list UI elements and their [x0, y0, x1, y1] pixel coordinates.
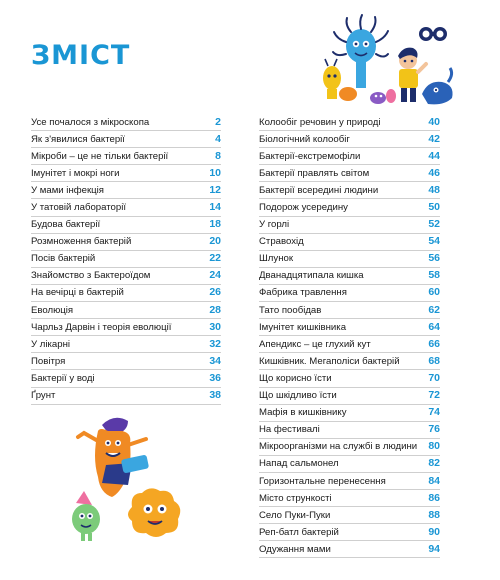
toc-item-page: 76: [428, 423, 440, 436]
toc-item-page: 20: [209, 235, 221, 248]
toc-item-page: 88: [428, 508, 440, 521]
toc-item[interactable]: [259, 336, 440, 353]
toc-item[interactable]: [259, 422, 440, 439]
toc-item-page: 40: [428, 115, 440, 128]
toc-item-page: 22: [209, 252, 221, 265]
toc-item-page: 12: [209, 183, 221, 196]
toc-item-page: 68: [428, 354, 440, 367]
toc-item-title: На фестивалі: [259, 424, 320, 436]
toc-item-page: 62: [428, 303, 440, 316]
toc-item-title: Горизонтальне перенесення: [259, 475, 386, 487]
toc-item-title: Імунітет кишківника: [259, 321, 347, 333]
toc-item-page: 64: [428, 320, 440, 333]
toc-item[interactable]: [259, 353, 440, 370]
pink-creature-icon: [386, 89, 396, 103]
toc-item[interactable]: [259, 439, 440, 456]
toc-item[interactable]: [259, 268, 440, 285]
toc-item[interactable]: [31, 165, 221, 182]
toc-item[interactable]: [259, 370, 440, 387]
toc-item-page: 28: [209, 303, 221, 316]
toc-item-title: Подорож усередину: [259, 202, 348, 214]
toc-item-title: Будова бактерії: [31, 219, 101, 231]
toc-item-title: Що корисно їсти: [259, 372, 332, 384]
toc-item-page: 50: [428, 201, 440, 214]
toc-item-title: Напад сальмонел: [259, 458, 339, 470]
toc-item[interactable]: [259, 490, 440, 507]
toc-item-title: Кишківник. Мегаполіси бактерій: [259, 355, 400, 367]
orange-tall-microbe-icon: [78, 418, 149, 497]
toc-item-page: 8: [215, 149, 221, 162]
toc-item[interactable]: [259, 473, 440, 490]
toc-item[interactable]: [259, 524, 440, 541]
blue-creature-icon: [422, 68, 453, 104]
page-title: ЗМІСТ: [31, 40, 131, 71]
toc-item[interactable]: [259, 285, 440, 302]
toc-item[interactable]: [259, 217, 440, 234]
boy-character-icon: [398, 48, 426, 102]
toc-item[interactable]: [31, 285, 221, 302]
toc-item-title: Бактерії-екстремофіли: [259, 150, 361, 162]
toc-item-page: 36: [209, 371, 221, 384]
toc-item-page: 46: [428, 166, 440, 179]
purple-creature-icon: [370, 92, 386, 104]
toc-item-title: Імунітет і мокрі ноги: [31, 167, 120, 179]
toc-item[interactable]: [259, 131, 440, 148]
toc-item-page: 4: [215, 132, 221, 145]
toc-item-page: 26: [209, 286, 221, 299]
toc-item[interactable]: [31, 148, 221, 165]
toc-item[interactable]: [31, 199, 221, 216]
toc-item-page: 80: [428, 440, 440, 453]
toc-item[interactable]: [31, 251, 221, 268]
toc-item-page: 72: [428, 389, 440, 402]
toc-item-title: Апендикс – це глухий кут: [259, 338, 371, 350]
toc-item-title: Село Пуки-Пуки: [259, 509, 331, 521]
toc-item[interactable]: [259, 182, 440, 199]
yellow-fluffy-microbe-icon: [128, 488, 180, 537]
toc-item-title: Тато пообідав: [259, 304, 322, 316]
toc-item[interactable]: [259, 541, 440, 558]
toc-item-title: У мами інфекція: [31, 184, 104, 196]
toc-item[interactable]: [259, 319, 440, 336]
toc-item-title: Усе почалося з мікроскопа: [31, 116, 150, 128]
microbes-illustration-top: [318, 12, 458, 112]
toc-item-page: 84: [428, 474, 440, 487]
toc-item[interactable]: [31, 182, 221, 199]
toc-item-page: 70: [428, 371, 440, 384]
toc-item-page: 10: [209, 166, 221, 179]
toc-item-title: Колообіг речовин у природі: [259, 116, 381, 128]
toc-right-column: [259, 114, 440, 558]
toc-item-page: 2: [215, 115, 221, 128]
toc-item-title: Бактерії правлять світом: [259, 167, 370, 179]
toc-item-page: 38: [209, 389, 221, 402]
toc-item-title: Чарльз Дарвін і теорія еволюції: [31, 321, 172, 333]
toc-item-page: 42: [428, 132, 440, 145]
toc-item[interactable]: [259, 456, 440, 473]
green-microbe-icon: [72, 491, 100, 541]
toc-item-page: 52: [428, 218, 440, 231]
toc-item-title: Розмноження бактерій: [31, 236, 132, 248]
toc-item-page: 86: [428, 491, 440, 504]
toc-item-title: На вечірці в бактерій: [31, 287, 124, 299]
toc-item-page: 60: [428, 286, 440, 299]
toc-item-title: Мікроби – це не тільки бактерії: [31, 150, 169, 162]
toc-item-page: 18: [209, 218, 221, 231]
toc-item-page: 34: [209, 354, 221, 367]
toc-item-title: Мафія в кишківнику: [259, 407, 347, 419]
toc-item-page: 24: [209, 269, 221, 282]
toc-item[interactable]: [31, 353, 221, 370]
toc-item-title: У татовій лабораторії: [31, 202, 127, 214]
toc-item-page: 82: [428, 457, 440, 470]
yellow-microbe-icon: [323, 59, 341, 99]
toc-item[interactable]: [31, 234, 221, 251]
toc-item-title: Посів бактерій: [31, 253, 96, 265]
toc-item[interactable]: [31, 217, 221, 234]
toc-item-title: Що шкідливо їсти: [259, 390, 337, 402]
toc-item-page: 90: [428, 525, 440, 538]
toc-item[interactable]: [259, 251, 440, 268]
toc-left-column: [31, 114, 221, 405]
toc-item-page: 54: [428, 235, 440, 248]
toc-item[interactable]: [259, 199, 440, 216]
toc-item-page: 44: [428, 149, 440, 162]
toc-item-page: 74: [428, 406, 440, 419]
toc-item[interactable]: [259, 165, 440, 182]
toc-item-title: Знайомство з Бактероїдом: [31, 270, 151, 282]
toc-item[interactable]: [259, 388, 440, 405]
toc-item-page: 14: [209, 201, 221, 214]
toc-item-title: Дванадцятипала кишка: [259, 270, 364, 282]
toc-item[interactable]: [31, 131, 221, 148]
toc-item[interactable]: [259, 302, 440, 319]
toc-item[interactable]: [31, 319, 221, 336]
toc-item-title: У горлі: [259, 219, 290, 231]
toc-item-title: Стравохід: [259, 236, 304, 248]
toc-item-title: Шлунок: [259, 253, 294, 265]
toc-item-page: 66: [428, 337, 440, 350]
toc-item-page: 56: [428, 252, 440, 265]
toc-item[interactable]: [31, 114, 221, 131]
toc-item-title: Реп-батл бактерій: [259, 526, 339, 538]
toc-item-page: 58: [428, 269, 440, 282]
toc-item-title: Мікроорганізми на службі в людини: [259, 441, 418, 453]
toc-item[interactable]: [259, 507, 440, 524]
microbes-illustration-bottom: [62, 397, 194, 545]
toc-item[interactable]: [31, 268, 221, 285]
toc-item[interactable]: [31, 370, 221, 387]
blue-spiky-microbe-icon: [333, 15, 388, 88]
toc-item-page: 30: [209, 320, 221, 333]
toc-item-title: Фабрика травлення: [259, 287, 347, 299]
toc-item-title: Бактерії всередині людини: [259, 184, 379, 196]
toc-item-title: У лікарні: [31, 338, 70, 350]
toc-item-page: 48: [428, 183, 440, 196]
toc-item-title: Повітря: [31, 355, 66, 367]
goggles-icon: [419, 27, 447, 41]
toc-item[interactable]: [259, 234, 440, 251]
toc-item-title: Одужання мами: [259, 543, 331, 555]
toc-item-title: Ґрунт: [31, 390, 56, 402]
toc-item-title: Бактерії у воді: [31, 372, 95, 384]
toc-item-page: 32: [209, 337, 221, 350]
toc-item-title: Біологічний колообіг: [259, 133, 350, 145]
orange-blob-icon: [339, 87, 357, 101]
toc-item[interactable]: [31, 302, 221, 319]
toc-item[interactable]: [31, 336, 221, 353]
toc-item-page: 94: [428, 542, 440, 555]
toc-item[interactable]: [259, 114, 440, 131]
toc-item-title: Місто стрункості: [259, 492, 332, 504]
toc-item[interactable]: [259, 148, 440, 165]
toc-item-title: Як з'явилися бактерії: [31, 133, 125, 145]
toc-item-title: Еволюція: [31, 304, 74, 316]
toc-item[interactable]: [259, 405, 440, 422]
